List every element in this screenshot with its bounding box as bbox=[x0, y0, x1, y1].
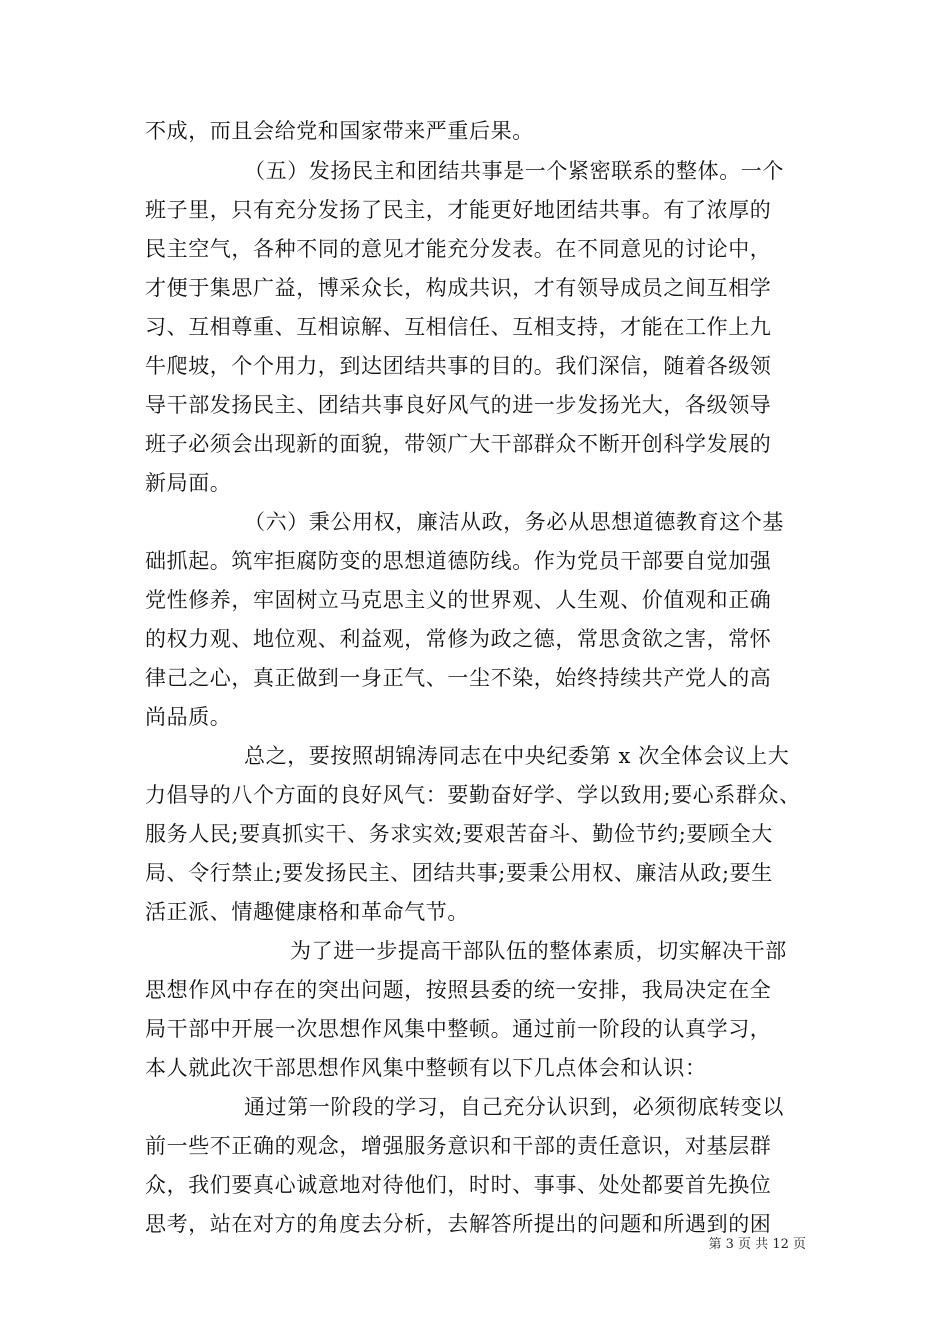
text-line: 尚品质。 bbox=[145, 705, 232, 729]
text-line: 律己之心，真正做到一身正气、一尘不染，始终持续共产党人的高 bbox=[145, 666, 772, 690]
text-line: 的权力观、地位观、利益观，常修为政之德，常思贪欲之害，常怀 bbox=[145, 627, 772, 651]
text-line: （五）发扬民主和团结共事是一个紧密联系的整体。一个 bbox=[244, 159, 784, 183]
text-line: 总之，要按照胡锦涛同志在中央纪委第 x 次全体会议上大 bbox=[244, 744, 790, 768]
text-line: 班子里，只有充分发扬了民主，才能更好地团结共事。有了浓厚的 bbox=[145, 198, 772, 222]
text-line: 班子必须会出现新的面貌，带领广大干部群众不断开创科学发展的 bbox=[145, 432, 772, 456]
text-line: 民主空气，各种不同的意见才能充分发表。在不同意见的讨论中， bbox=[145, 237, 772, 261]
text-line: （六）秉公用权，廉洁从政，务必从思想道德教育这个基 bbox=[244, 510, 784, 534]
text-line: 新局面。 bbox=[145, 471, 232, 495]
text-line: 思想作风中存在的突出问题，按照县委的统一安排，我局决定在全 bbox=[145, 978, 772, 1002]
text-line: 习、互相尊重、互相谅解、互相信任、互相支持，才能在工作上九 bbox=[145, 315, 772, 339]
text-line: 不成，而且会给党和国家带来严重后果。 bbox=[145, 119, 534, 143]
text-line: 活正派、情趣健康格和革命气节。 bbox=[145, 900, 469, 924]
text-line: 思考，站在对方的角度去分析，去解答所提出的问题和所遇到的困 bbox=[145, 1212, 772, 1236]
text-line: 导干部发扬民主、团结共事良好风气的进一步发扬光大，各级领导 bbox=[145, 393, 772, 417]
text-line: 前一些不正确的观念，增强服务意识和干部的责任意识，对基层群 bbox=[145, 1134, 772, 1158]
text-line: 才便于集思广益，博采众长，构成共识，才有领导成员之间互相学 bbox=[145, 276, 772, 300]
page-number: 第 3 页 共 12 页 bbox=[708, 1237, 806, 1252]
text-line: 牛爬坡，个个用力，到达团结共事的目的。我们深信，随着各级领 bbox=[145, 354, 772, 378]
text-line: 众，我们要真心诚意地对待他们，时时、事事、处处都要首先换位 bbox=[145, 1173, 772, 1197]
text-line: 本人就此次干部思想作风集中整顿有以下几点体会和认识： bbox=[145, 1056, 707, 1080]
text-line: 通过第一阶段的学习，自己充分认识到，必须彻底转变以 bbox=[244, 1095, 784, 1119]
text-line: 局干部中开展一次思想作风集中整顿。通过前一阶段的认真学习， bbox=[145, 1017, 772, 1041]
text-line: 局、令行禁止;要发扬民主、团结共事;要秉公用权、廉洁从政;要生 bbox=[145, 861, 773, 885]
text-line: 党性修养，牢固树立马克思主义的世界观、人生观、价值观和正确 bbox=[145, 588, 772, 612]
text-line: 服务人民;要真抓实干、务求实效;要艰苦奋斗、勤俭节约;要顾全大 bbox=[145, 822, 773, 846]
text-line: 础抓起。筑牢拒腐防变的思想道德防线。作为党员干部要自觉加强 bbox=[145, 549, 772, 573]
text-line: 为了进一步提高干部队伍的整体素质，切实解决干部 bbox=[290, 939, 787, 963]
text-line: 力倡导的八个方面的良好风气：要勤奋好学、学以致用;要心系群众、 bbox=[145, 783, 801, 807]
